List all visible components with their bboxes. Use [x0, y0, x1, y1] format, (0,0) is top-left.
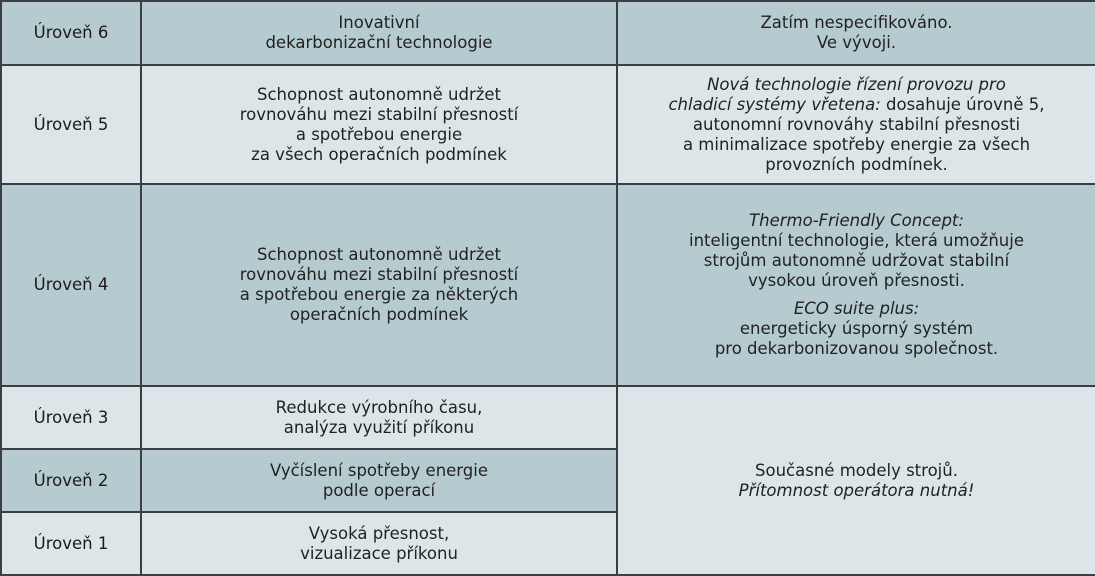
- note-line: autonomní rovnováhy stabilní přesnosti: [692, 114, 1021, 134]
- description-line: Redukce výrobního času,: [275, 397, 483, 417]
- level-description: [141, 184, 617, 386]
- note-line: inteligentní technologie, která umožňuje: [688, 231, 1024, 250]
- note-italic-fragment: chladicí systémy vřetena:: [668, 94, 881, 114]
- description-line: Schopnost autonomně udržet: [256, 245, 502, 264]
- description-line: rovnováhu mezi stabilní přesností: [239, 104, 519, 124]
- level-description: [141, 386, 617, 449]
- description-line: vizualizace příkonu: [300, 543, 458, 563]
- current-models-note: [617, 386, 1095, 575]
- level-description: [141, 449, 617, 512]
- level-description: [141, 1, 617, 65]
- level-note: [617, 65, 1095, 184]
- note-line: Současné modely strojů.: [755, 460, 958, 480]
- description-line: podle operací: [322, 480, 436, 500]
- level-label: Úroveň 3: [1, 386, 141, 449]
- level-note: [617, 1, 1095, 65]
- level-label: Úroveň 2: [1, 449, 141, 512]
- description-line: operačních podmínek: [289, 305, 469, 324]
- description-line: rovnováhu mezi stabilní přesností: [239, 265, 519, 284]
- table-row-level-4: [1, 184, 1095, 386]
- note-fragment: dosahuje úrovně 5,: [880, 94, 1045, 114]
- level-description: [141, 512, 617, 575]
- description-line: dekarbonizační technologie: [265, 33, 493, 52]
- note-title: ECO suite plus:: [793, 299, 920, 318]
- note-line: Zatím nespecifikováno.: [760, 13, 953, 32]
- note-line: vysokou úroveň přesnosti.: [748, 271, 965, 290]
- level-label: Úroveň 6: [1, 1, 141, 65]
- table-row-level-3: [1, 386, 1095, 449]
- description-line: a spotřebou energie: [295, 124, 463, 144]
- note-line: Ve vývoji.: [816, 33, 897, 52]
- level-label: Úroveň 1: [1, 512, 141, 575]
- description-line: analýza využití příkonu: [283, 417, 475, 437]
- note-line: energeticky úsporný systém: [739, 319, 974, 338]
- note-title: Thermo-Friendly Concept:: [749, 211, 964, 230]
- description-line: Vysoká přesnost,: [308, 523, 450, 543]
- table-row-level-6: [1, 1, 1095, 65]
- level-description: [141, 65, 617, 184]
- level-label: Úroveň 4: [1, 184, 141, 386]
- note-line: a minimalizace spotřeby energie za všech: [682, 134, 1031, 154]
- note-line: provozních podmínek.: [765, 154, 948, 174]
- description-line: Schopnost autonomně udržet: [256, 84, 502, 104]
- description-line: Vyčíslení spotřeby energie: [269, 460, 489, 480]
- note-italic-line: Nová technologie řízení provozu pro: [707, 74, 1006, 94]
- note-italic-line: Přítomnost operátora nutná!: [738, 480, 975, 500]
- description-line: a spotřebou energie za některých: [239, 285, 519, 304]
- note-spacer: [628, 291, 1085, 299]
- note-line: strojům autonomně udržovat stabilní: [703, 251, 1010, 270]
- level-label: Úroveň 5: [1, 65, 141, 184]
- table-row-level-5: [1, 65, 1095, 184]
- level-note: [617, 184, 1095, 386]
- note-mixed-line: [628, 95, 1085, 115]
- description-line: Inovativní: [338, 13, 420, 32]
- description-line: za všech operačních podmínek: [251, 144, 507, 164]
- note-line: pro dekarbonizovanou společnost.: [714, 339, 999, 358]
